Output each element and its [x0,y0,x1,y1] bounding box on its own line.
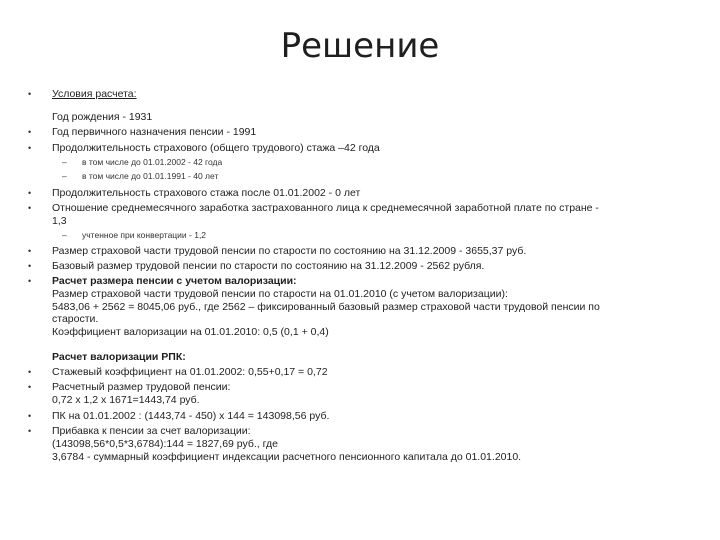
valorization-line2: 5483,06 + 2562 = 8045,06 руб., где 2562 – фиксированный базовый размер страховой части трудовой пенсии по [52,301,600,313]
rpk-addition-line3: 3,6784 - суммарный коэффициент индексации расчетного пенсионного капитала до 01.01.2010. [52,451,522,463]
bullet-marker: • [28,89,32,99]
valorization-line1: Размер страховой части трудовой пенсии по старости на 01.01.2010 (с учетом валоризации): [52,288,508,300]
bullet-marker: • [28,367,32,377]
insurance-period: Продолжительность страхового (общего трудового) стажа –42 года [52,142,380,154]
bullet-marker: • [28,261,32,271]
bullet-marker: • [28,246,32,256]
valorization-line3: старости. [52,313,99,325]
sub-period-2002: в том числе до 01.01.2002 - 42 года [82,157,223,167]
earnings-ratio-line1: Отношение среднемесячного заработка застрахованного лица к среднемесячной заработной плате по стране - [52,202,599,214]
base-part: Базовый размер трудовой пенсии по старости по состоянию на 31.12.2009 - 2562 рубля. [52,260,485,272]
bullet-marker: • [28,411,32,421]
bullet-marker: • [28,382,32,392]
pension-year: Год первичного назначения пенсии - 1991 [52,126,257,138]
rpk-pension-line2: 0,72 х 1,2 х 1671=1443,74 руб. [52,394,200,406]
slide-title: Решение [280,26,440,66]
valorization-heading: Расчет размера пенсии с учетом валоризации: [52,275,297,287]
rpk-addition-line2: (143098,56*0,5*3,6784):144 = 1827,69 руб., где [52,438,278,450]
rpk-pk: ПК на 01.01.2002 : (1443,74 - 450) х 144 = 143098,56 руб. [52,410,330,422]
bullet-marker: • [28,127,32,137]
sub-conversion: учтенное при конвертации - 1,2 [82,230,207,240]
conditions-heading: Условия расчета: [52,88,137,100]
sub-dash: – [62,171,67,181]
insurance-part: Размер страховой части трудовой пенсии по старости по состоянию на 31.12.2009 - 3655,37 руб. [52,245,527,257]
period-after-2002: Продолжительность страхового стажа после 01.01.2002 - 0 лет [52,187,361,199]
bullet-marker: • [28,203,32,213]
bullet-marker: • [28,426,32,436]
birth-year: Год рождения - 1931 [52,111,153,123]
sub-period-1991: в том числе до 01.01.1991 - 40 лет [82,171,219,181]
sub-dash: – [62,230,67,240]
rpk-coefficient: Стажевый коэффициент на 01.01.2002: 0,55+0,17 = 0,72 [52,366,328,378]
rpk-heading: Расчет валоризации РПК: [52,351,186,363]
rpk-pension-line1: Расчетный размер трудовой пенсии: [52,381,231,393]
bullet-marker: • [28,188,32,198]
valorization-line4: Коэффициент валоризации на 01.01.2010: 0,5 (0,1 + 0,4) [52,326,329,338]
sub-dash: – [62,157,67,167]
rpk-addition-line1: Прибавка к пенсии за счет валоризации: [52,425,251,437]
bullet-marker: • [28,143,32,153]
bullet-marker: • [28,276,32,286]
earnings-ratio-line2: 1,3 [52,215,67,227]
